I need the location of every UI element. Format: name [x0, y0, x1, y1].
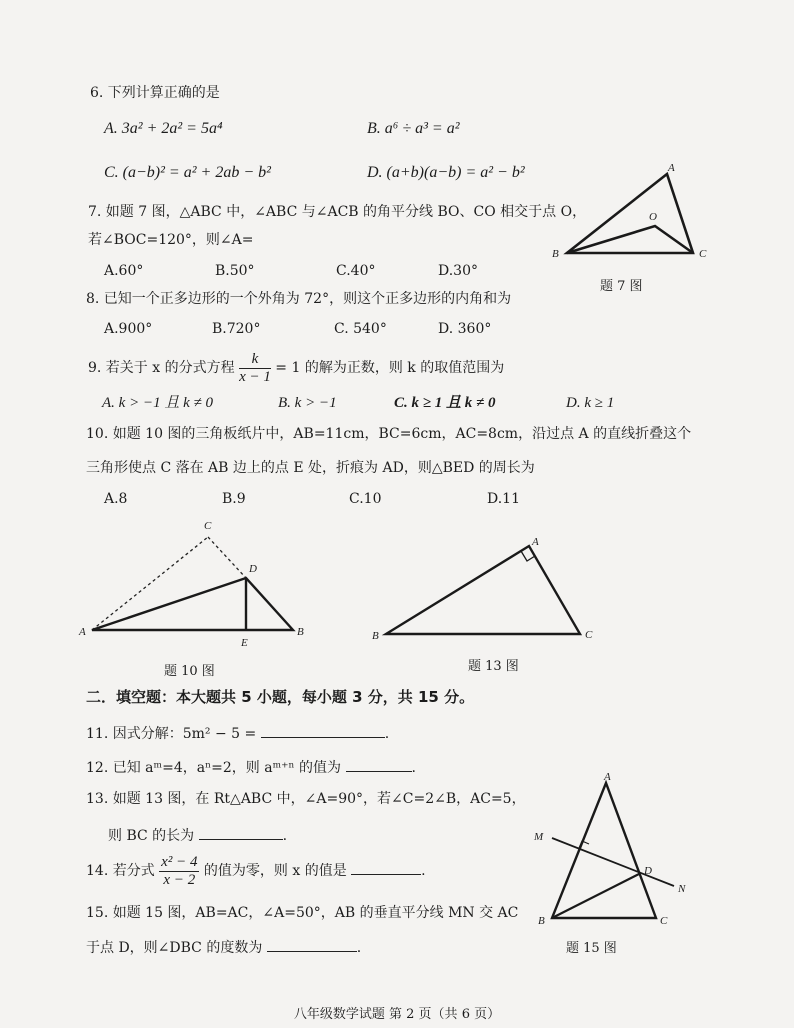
q10-triangle-adb — [92, 578, 293, 630]
q7-option-b: B.50° — [215, 263, 255, 279]
q7-option-d: D.30° — [438, 263, 478, 279]
q10-dashed-cd — [208, 537, 246, 578]
q10-label-a: A — [79, 626, 86, 638]
q8-option-b: B.720° — [212, 321, 261, 337]
q15-end: . — [356, 940, 362, 956]
q15-label-c: C — [660, 915, 668, 927]
q15-segment-bd — [552, 874, 639, 918]
q15-line2 — [86, 937, 361, 957]
q10-stem-line1: 10. 如题 10 图的三角板纸片中，AB=11cm，BC=6cm，AC=8cm，沿过点 A 的直线折叠这个 — [86, 426, 692, 442]
q7-caption: 题 7 图 — [600, 279, 643, 294]
q12-stem: 12. 已知 aᵐ=4，aⁿ=2，则 aᵐ⁺ⁿ 的值为 — [86, 760, 342, 776]
q9-fraction-numerator: k — [239, 351, 271, 369]
q15-perpendicular-bisector-mn — [552, 838, 674, 886]
q9-option-b: B. k > −1 — [278, 395, 337, 411]
q10-caption: 题 10 图 — [164, 664, 215, 679]
q10-label-e: E — [241, 637, 248, 649]
q14-stem-pre: 14. 若分式 — [86, 863, 155, 879]
q10-label-b: B — [297, 626, 304, 638]
q9-fraction-denominator: x − 1 — [239, 368, 271, 385]
q8-option-d: D. 360° — [438, 321, 492, 337]
q8-option-c: C. 540° — [334, 321, 387, 337]
q15-label-a: A — [604, 771, 611, 783]
q15-triangle-abc — [552, 783, 656, 918]
q7-stem-line1: 7. 如题 7 图，△ABC 中，∠ABC 与∠ACB 的角平分线 BO、CO 相交于点 O， — [88, 204, 587, 220]
q9-stem — [88, 350, 504, 386]
q9-option-a: A. k > −1 且 k ≠ 0 — [102, 395, 213, 411]
q7-option-c: C.40° — [336, 263, 376, 279]
q14-end: . — [421, 863, 426, 879]
q6-option-a: A. 3a² + 2a² = 5a⁴ — [104, 120, 223, 137]
q13-line2 — [108, 825, 287, 845]
q11 — [86, 723, 389, 743]
q10-label-d: D — [249, 563, 257, 575]
q6-option-b: B. a⁶ ÷ a³ = a² — [367, 120, 460, 137]
figure-q7-triangle — [545, 158, 720, 268]
q11-stem: 11. 因式分解：5m² − 5 = — [86, 726, 257, 742]
q15-caption: 题 15 图 — [566, 941, 617, 956]
q15-label-n: N — [678, 883, 686, 895]
q9-stem-post: = 1 的解为正数，则 k 的取值范围为 — [275, 360, 505, 376]
q13-stem-line2: 则 BC 的长为 — [108, 828, 195, 844]
q9-option-d: D. k ≥ 1 — [566, 395, 615, 411]
q7-label-o: O — [649, 211, 657, 223]
q9-option-c: C. k ≥ 1 且 k ≠ 0 — [394, 395, 496, 411]
q15-answer-blank[interactable] — [267, 937, 357, 952]
q6-stem: 6. 下列计算正确的是 — [90, 85, 220, 101]
q14-stem-post: 的值为零，则 x 的值是 — [203, 863, 347, 879]
q10-dashed-ac — [92, 537, 208, 630]
q11-answer-blank[interactable] — [261, 723, 385, 738]
q13-answer-blank[interactable] — [199, 825, 283, 840]
q13-label-a: A — [532, 536, 539, 548]
q14-fraction-denominator: x − 2 — [163, 871, 196, 888]
q8-option-a: A.900° — [104, 321, 153, 337]
q10-option-b: B.9 — [222, 491, 246, 507]
q7-option-a: A.60° — [104, 263, 144, 279]
q9-stem-pre: 9. 若关于 x 的分式方程 — [88, 360, 235, 376]
q10-label-c: C — [204, 520, 212, 532]
figure-q13-triangle — [366, 532, 606, 650]
q15-stem-line1: 15. 如题 15 图，AB=AC，∠A=50°，AB 的垂直平分线 MN 交 AC — [86, 905, 519, 921]
q12-end: . — [411, 760, 416, 776]
q7-label-c: C — [699, 248, 707, 260]
q9-fraction — [239, 351, 271, 386]
q15-stem-line2: 于点 D，则∠DBC 的度数为 — [86, 940, 263, 956]
q13-caption: 题 13 图 — [468, 659, 519, 674]
q14 — [86, 853, 426, 889]
q13-triangle-abc — [386, 546, 580, 634]
q14-fraction — [159, 854, 199, 889]
figure-q15-triangle — [522, 768, 702, 928]
q6-option-d: D. (a+b)(a−b) = a² − b² — [367, 164, 525, 181]
q11-end: . — [384, 726, 390, 742]
q14-fraction-numerator: x² − 4 — [161, 853, 198, 870]
q10-stem-line2: 三角形使点 C 落在 AB 边上的点 E 处，折痕为 AD，则△BED 的周长为 — [86, 460, 535, 476]
q15-label-d: D — [644, 865, 652, 877]
q7-label-a: A — [668, 162, 675, 174]
q12-answer-blank[interactable] — [346, 757, 412, 772]
q14-answer-blank[interactable] — [351, 860, 421, 875]
q10-option-a: A.8 — [104, 491, 128, 507]
q7-stem-line2: 若∠BOC=120°，则∠A= — [88, 232, 254, 248]
q13-stem-line1: 13. 如题 13 图，在 Rt△ABC 中，∠A=90°，若∠C=2∠B，AC=5， — [86, 791, 526, 807]
q6-option-c: C. (a−b)² = a² + 2ab − b² — [104, 164, 271, 181]
q15-label-b: B — [538, 915, 545, 927]
figure-q10-triangle — [75, 512, 315, 654]
page-footer: 八年级数学试题 第 2 页（共 6 页） — [293, 1007, 501, 1022]
q10-option-c: C.10 — [349, 491, 382, 507]
q13-label-c: C — [585, 629, 593, 641]
q15-label-m: M — [534, 831, 544, 843]
section-2-heading: 二．填空题：本大题共 5 小题，每小题 3 分，共 15 分。 — [86, 688, 475, 706]
q7-label-b: B — [552, 248, 559, 260]
q10-option-d: D.11 — [487, 491, 520, 507]
q12 — [86, 757, 416, 777]
q8-stem: 8. 已知一个正多边形的一个外角为 72°，则这个正多边形的内角和为 — [86, 291, 512, 307]
q13-label-b: B — [372, 630, 379, 642]
q13-end: . — [282, 828, 288, 844]
